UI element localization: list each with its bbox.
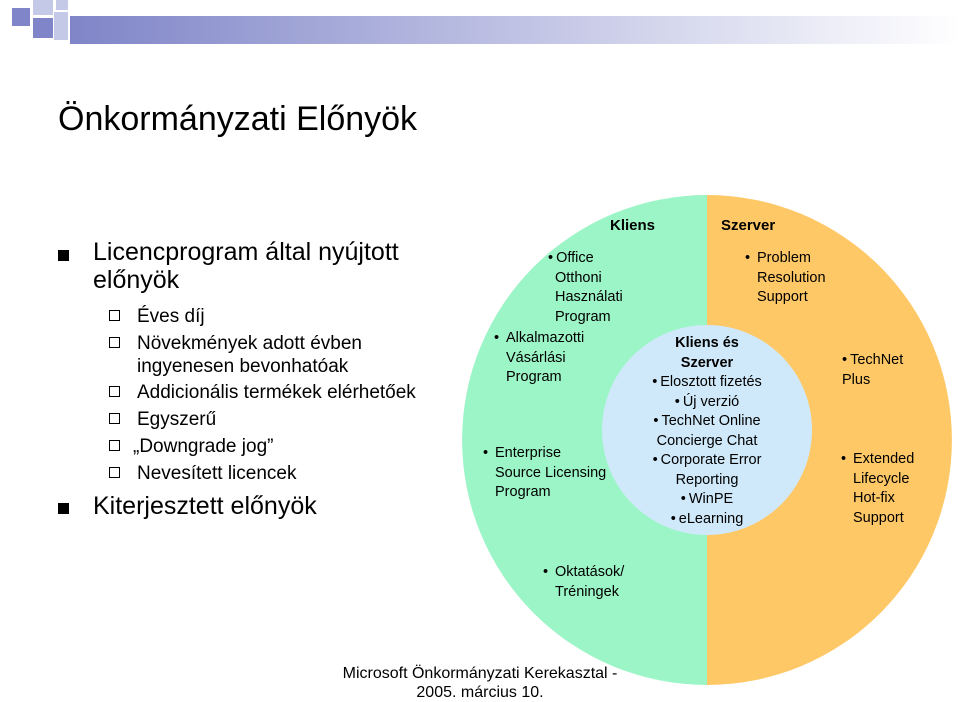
sub-bullet: Addicionális termékek elérhetőek [137, 382, 416, 403]
extended-lifecycle-text: • Extended Lifecycle Hot-fix Support [841, 450, 914, 528]
sub-bullet: Éves díj [137, 306, 205, 327]
sub-bullet: Egyszerű [137, 409, 217, 430]
kliens-es-szerver-text: Kliens és Szerver • Elosztott fizetés • Új verzió • TechNet Online Concierge Chat • Corporate Error Reporting • WinPE • eLearning [617, 334, 797, 529]
szerver-label: Szerver [721, 217, 776, 234]
technet-plus-text: • TechNet Plus [842, 351, 903, 390]
page-title: Önkormányzati Előnyök [58, 100, 418, 138]
footer: Microsoft Önkormányzati Kerekasztal - 2005. március 10. [342, 665, 618, 701]
office-program-text: • Office Otthoni Használati Program [548, 249, 623, 327]
alkalmazotti-program-text: • Alkalmazotti Vásárlási Program [494, 329, 584, 388]
kliens-label: Kliens [610, 217, 656, 234]
oktatasok-text: • Oktatások/ Tréningek [543, 563, 624, 602]
sub-bullet: Nevesített licencek [137, 463, 297, 484]
main-bullet-kiterjesztett: Kiterjesztett előnyök [93, 492, 317, 520]
problem-resolution-text: • Problem Resolution Support [745, 249, 826, 308]
sub-bullet: „Downgrade jog” [133, 436, 274, 457]
main-bullet-licenc: Licencprogram által nyújtott előnyök [93, 238, 399, 294]
sub-bullet: Növekmények adott évben ingyenesen bevonhatóak [137, 333, 362, 377]
enterprise-program-text: • Enterprise Source Licensing Program [483, 444, 606, 503]
